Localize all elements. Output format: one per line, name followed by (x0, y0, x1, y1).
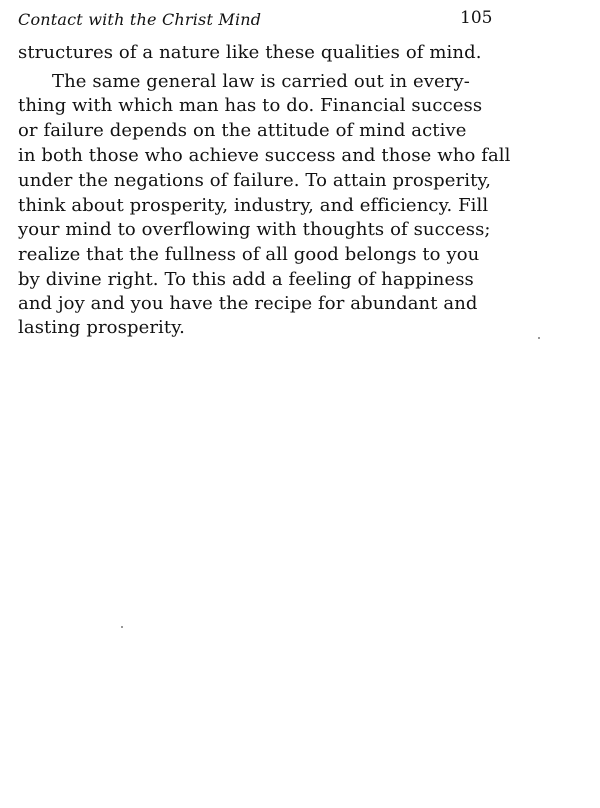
body-line: think about prosperity, industry, and efficiency. Fill (18, 195, 489, 216)
body-line: and joy and you have the recipe for abundant and (18, 293, 478, 314)
body-line: in both those who achieve success and those who fall (18, 145, 511, 166)
body-line: structures of a nature like these qualities of mind. (18, 42, 482, 63)
body-line: realize that the fullness of all good belongs to you (18, 244, 480, 265)
body-line: or failure depends on the attitude of mind active (18, 120, 467, 141)
page-number: 105 (460, 8, 493, 28)
body-line: your mind to overflowing with thoughts of success; (18, 219, 491, 240)
body-line: by divine right. To this add a feeling of happiness (18, 269, 474, 290)
body-line: under the negations of failure. To attain prosperity, (18, 170, 492, 191)
scan-speck (121, 626, 123, 628)
body-line: lasting prosperity. (18, 317, 185, 338)
running-head: Contact with the Christ Mind (18, 10, 262, 29)
body-line: The same general law is carried out in every- (52, 71, 470, 92)
scan-speck (538, 337, 540, 339)
body-line: thing with which man has to do. Financial success (18, 95, 483, 116)
